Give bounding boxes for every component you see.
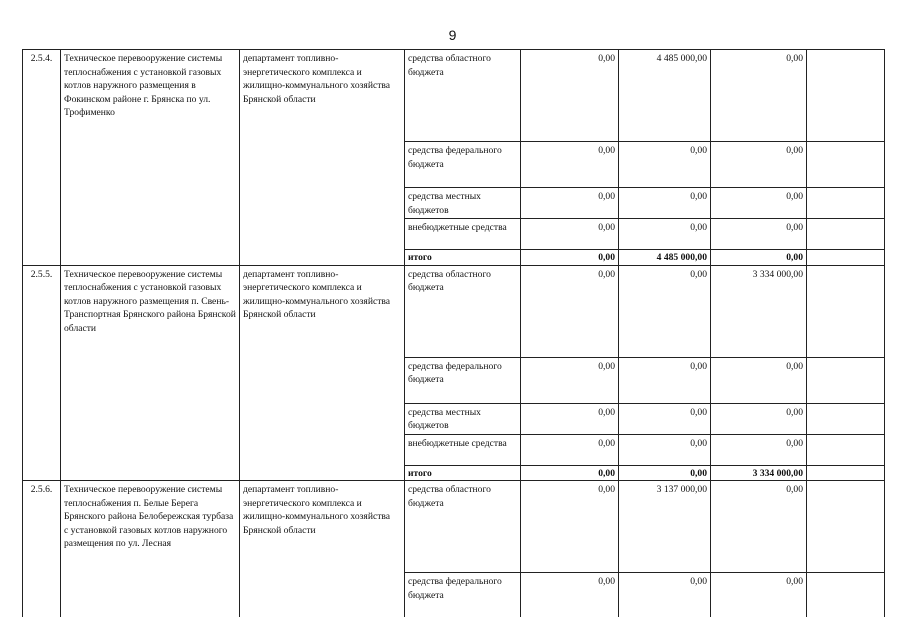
empty-cell <box>807 434 885 465</box>
amount-cell: 0,00 <box>711 188 807 219</box>
amount-cell: 3 334 000,00 <box>711 265 807 357</box>
amount-cell: 0,00 <box>521 403 619 434</box>
item-number: 2.5.5. <box>23 265 61 481</box>
amount-cell: 0,00 <box>711 403 807 434</box>
funding-source: итого <box>405 465 521 481</box>
funding-source: средства федерального бюджета <box>405 573 521 617</box>
amount-cell: 0,00 <box>521 465 619 481</box>
funding-source: внебюджетные средства <box>405 434 521 465</box>
amount-cell: 0,00 <box>619 573 711 617</box>
item-number: 2.5.6. <box>23 481 61 617</box>
amount-cell: 0,00 <box>521 357 619 403</box>
funding-source: итого <box>405 250 521 266</box>
amount-cell: 0,00 <box>619 142 711 188</box>
amount-cell: 3 137 000,00 <box>619 481 711 573</box>
item-executor: департамент топливно-энергетического комплекса и жилищно-коммунального хозяйства Брянской области <box>240 50 405 266</box>
amount-cell: 0,00 <box>521 142 619 188</box>
amount-cell: 0,00 <box>711 434 807 465</box>
item-name: Техническое перевооружение системы теплоснабжения с установкой газовых котлов наружного размещения в Фокинском районе г. Брянска по ул. Трофименко <box>61 50 240 266</box>
empty-cell <box>807 250 885 266</box>
amount-cell: 0,00 <box>711 142 807 188</box>
funding-source: средства областного бюджета <box>405 50 521 142</box>
funding-source: средства областного бюджета <box>405 481 521 573</box>
funding-source: средства областного бюджета <box>405 265 521 357</box>
amount-cell: 0,00 <box>619 265 711 357</box>
amount-cell: 0,00 <box>521 265 619 357</box>
amount-cell: 0,00 <box>521 188 619 219</box>
empty-cell <box>807 403 885 434</box>
source-row <box>23 481 885 573</box>
empty-cell <box>807 573 885 617</box>
amount-cell: 0,00 <box>619 434 711 465</box>
amount-cell: 0,00 <box>711 573 807 617</box>
amount-cell: 0,00 <box>711 250 807 266</box>
empty-cell <box>807 481 885 573</box>
amount-cell: 0,00 <box>521 250 619 266</box>
empty-cell <box>807 357 885 403</box>
amount-cell: 0,00 <box>521 50 619 142</box>
amount-cell: 4 485 000,00 <box>619 50 711 142</box>
amount-cell: 0,00 <box>521 219 619 250</box>
amount-cell: 0,00 <box>711 219 807 250</box>
empty-cell <box>807 50 885 142</box>
source-row <box>23 265 885 357</box>
item-name: Техническое перевооружение системы теплоснабжения с установкой газовых котлов наружного размещения п. Свень-Транспортная Брянского района Брянской области <box>61 265 240 481</box>
amount-cell: 0,00 <box>521 573 619 617</box>
empty-cell <box>807 219 885 250</box>
program-table <box>22 49 885 617</box>
amount-cell: 4 485 000,00 <box>619 250 711 266</box>
amount-cell: 0,00 <box>619 465 711 481</box>
amount-cell: 0,00 <box>521 481 619 573</box>
funding-source: средства федерального бюджета <box>405 142 521 188</box>
funding-source: средства местных бюджетов <box>405 403 521 434</box>
source-row <box>23 50 885 142</box>
funding-source: внебюджетные средства <box>405 219 521 250</box>
amount-cell: 0,00 <box>619 357 711 403</box>
amount-cell: 0,00 <box>619 219 711 250</box>
item-number: 2.5.4. <box>23 50 61 266</box>
page-number: 9 <box>448 27 457 43</box>
amount-cell: 0,00 <box>619 188 711 219</box>
amount-cell: 0,00 <box>711 357 807 403</box>
item-executor: департамент топливно-энергетического комплекса и жилищно-коммунального хозяйства Брянской области <box>240 481 405 617</box>
empty-cell <box>807 188 885 219</box>
empty-cell <box>807 142 885 188</box>
amount-cell: 0,00 <box>521 434 619 465</box>
empty-cell <box>807 465 885 481</box>
funding-source: средства федерального бюджета <box>405 357 521 403</box>
item-executor: департамент топливно-энергетического комплекса и жилищно-коммунального хозяйства Брянской области <box>240 265 405 481</box>
amount-cell: 0,00 <box>619 403 711 434</box>
amount-cell: 0,00 <box>711 481 807 573</box>
item-name: Техническое перевооружение системы теплоснабжения п. Белые Берега Брянского района Белобережская турбаза с установкой газовых котлов наружного размещения по ул. Лесная <box>61 481 240 617</box>
empty-cell <box>807 265 885 357</box>
amount-cell: 3 334 000,00 <box>711 465 807 481</box>
amount-cell: 0,00 <box>711 50 807 142</box>
funding-source: средства местных бюджетов <box>405 188 521 219</box>
